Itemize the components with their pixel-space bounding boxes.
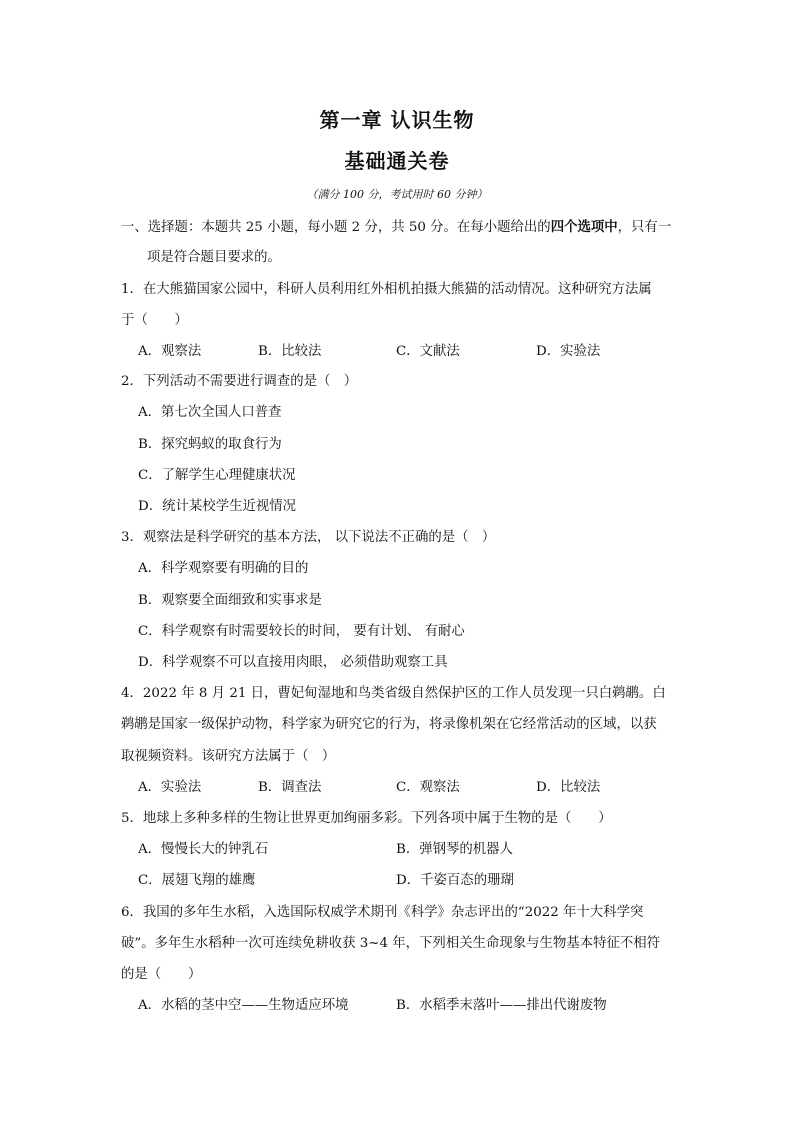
question-6-stem-line2: 破”。多年生水稻种一次可连续免耕收获 3~4 年，下列相关生命现象与生物基本特征不相符 bbox=[121, 936, 661, 951]
question-4-option-b: B．调查法 bbox=[258, 780, 322, 795]
question-1-option-c: C．文献法 bbox=[396, 344, 460, 359]
question-5-option-c: C．展翅飞翔的雄鹰 bbox=[138, 873, 256, 888]
question-6-option-b: B．水稻季末落叶——排出代谢废物 bbox=[396, 998, 607, 1013]
question-4-stem: 4．2022 年 8 月 21 日，曹妃甸湿地和鸟类省级自然保护区的工作人员发现一只白鹈鹕。白 bbox=[121, 686, 666, 701]
question-2-option-d: D．统计某校学生近视情况 bbox=[138, 499, 297, 514]
section-heading bbox=[121, 218, 671, 237]
question-1-stem-line2: 于（ ） bbox=[121, 313, 188, 328]
question-4-option-a: A．实验法 bbox=[138, 780, 202, 795]
question-4-option-d: D．比较法 bbox=[536, 780, 601, 795]
section-heading-text: ：本题共 25 小题，每小题 2 分，共 50 分。在每小题给出的 bbox=[187, 220, 551, 235]
question-3-option-d: D．科学观察不可以直接用肉眼， 必须借助观察工具 bbox=[138, 655, 448, 670]
question-3-option-c: C．科学观察有时需要较长的时间， 要有计划、 有耐心 bbox=[138, 624, 465, 639]
question-5-option-b: B．弹钢琴的机器人 bbox=[396, 842, 513, 857]
question-4-stem-line2: 鹈鹕是国家一级保护动物，科学家为研究它的行为，将录像机架在它经常活动的区域，以获 bbox=[121, 717, 657, 732]
exam-note: （满分 100 分，考试用时 60 分钟） bbox=[306, 188, 488, 201]
question-1-option-a: A．观察法 bbox=[138, 344, 202, 359]
question-1-stem: 1．在大熊猫国家公园中，科研人员利用红外相机拍摄大熊猫的活动情况。这种研究方法属 bbox=[121, 282, 652, 297]
question-2-option-a: A．第七次全国人口普查 bbox=[138, 405, 282, 420]
question-6-stem: 6．我国的多年生水稻，入选国际权威学术期刊《科学》杂志评出的“2022 年十大科学突 bbox=[121, 905, 644, 920]
question-3-option-b: B．观察要全面细致和实事求是 bbox=[138, 593, 322, 608]
question-5-option-d: D．千姿百态的珊瑚 bbox=[396, 873, 514, 888]
question-4-stem-line3: 取视频资料。该研究方法属于（ ） bbox=[121, 749, 336, 764]
question-6-stem-line3: 的是（ ） bbox=[121, 967, 202, 982]
question-6-option-a: A．水稻的茎中空——生物适应环境 bbox=[138, 998, 349, 1013]
question-2-option-b: B．探究蚂蚁的取食行为 bbox=[138, 437, 282, 452]
question-3-stem: 3．观察法是科学研究的基本方法， 以下说法不正确的是（ ） bbox=[121, 530, 496, 545]
page-title: 第一章 认识生物 bbox=[319, 108, 475, 132]
question-5-option-a: A．慢慢长大的钟乳石 bbox=[138, 842, 269, 857]
section-heading-label: 一、选择题 bbox=[121, 220, 188, 235]
section-heading-line2: 项是符合题目要求的。 bbox=[147, 250, 281, 265]
question-2-stem: 2．下列活动不需要进行调查的是（ ） bbox=[121, 374, 358, 389]
question-3-option-a: A．科学观察要有明确的目的 bbox=[138, 561, 309, 576]
section-heading-tail: ，只有一 bbox=[617, 220, 672, 235]
question-2-option-c: C．了解学生心理健康状况 bbox=[138, 468, 296, 483]
question-4-option-c: C．观察法 bbox=[396, 780, 460, 795]
page-subtitle: 基础通关卷 bbox=[344, 149, 450, 173]
question-1-option-b: B．比较法 bbox=[258, 344, 322, 359]
question-1-option-d: D．实验法 bbox=[536, 344, 601, 359]
section-heading-emphasis: 四个选项中 bbox=[550, 219, 618, 235]
question-5-stem: 5．地球上多种多样的生物让世界更加绚丽多彩。下列各项中属于生物的是（ ） bbox=[121, 811, 612, 826]
